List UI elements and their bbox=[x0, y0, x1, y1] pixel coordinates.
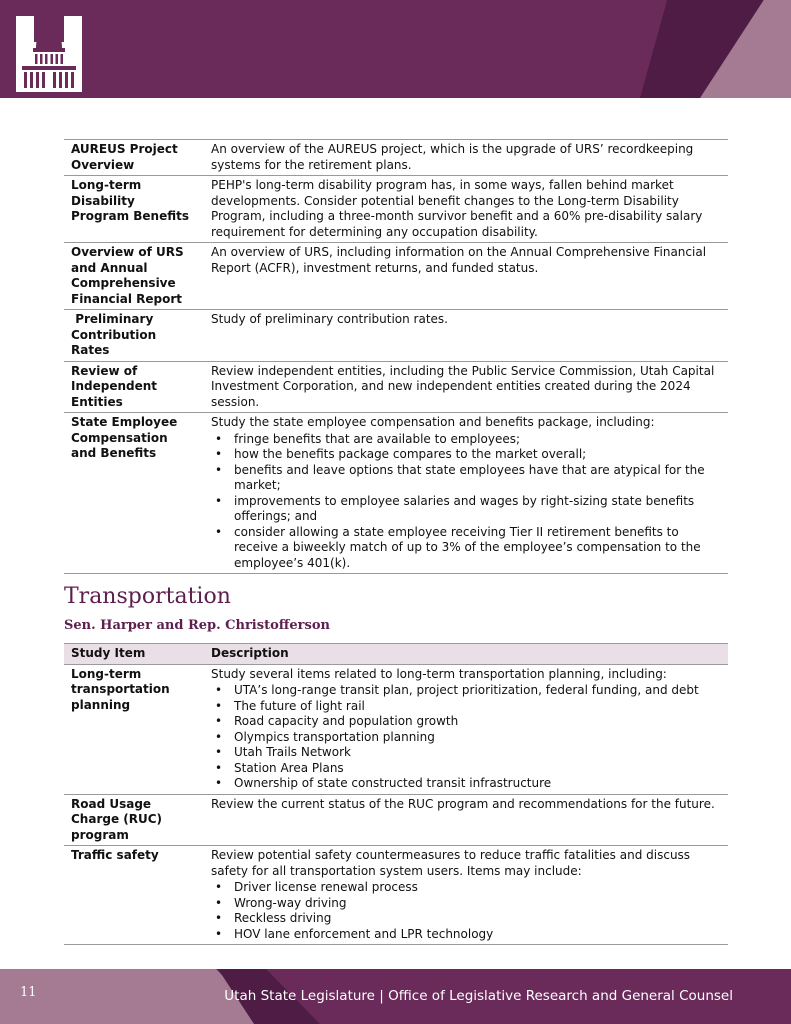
study-description: Review the current status of the RUC program and recommendations for the future. bbox=[204, 794, 728, 846]
study-description: An overview of the AUREUS project, which is the upgrade of URS’ recordkeeping systems for the retirement plans. bbox=[204, 140, 728, 176]
study-item: Review of Independent Entities bbox=[64, 361, 204, 413]
list-item: • Driver license renewal process bbox=[227, 880, 721, 896]
study-description bbox=[204, 413, 728, 574]
footer-band bbox=[0, 969, 791, 1024]
table-row bbox=[64, 140, 728, 176]
study-item: Preliminary Contribution Rates bbox=[64, 310, 204, 362]
list-item: • fringe benefits that are available to employees; bbox=[227, 432, 721, 448]
study-item: Long-term Disability Program Benefits bbox=[64, 176, 204, 243]
list-item: • Station Area Plans bbox=[227, 761, 721, 777]
study-description: Study of preliminary contribution rates. bbox=[204, 310, 728, 362]
list-item: • Olympics transportation planning bbox=[227, 730, 721, 746]
retirement-study-table bbox=[64, 139, 728, 574]
table-row bbox=[64, 794, 728, 846]
study-description: Review independent entities, including the Public Service Commission, Utah Capital Investment Corporation, and new independent entities created during the 2024 session. bbox=[204, 361, 728, 413]
bullet-list bbox=[211, 683, 721, 792]
section-title: Transportation bbox=[64, 584, 231, 609]
list-item: • consider allowing a state employee receiving Tier II retirement benefits to receive a biweekly match of up to 3% of the employee’s compensation to the employee’s 401(k). bbox=[227, 525, 721, 572]
table-row bbox=[64, 243, 728, 310]
transportation-study-table bbox=[64, 643, 728, 945]
study-item: Traffic safety bbox=[64, 846, 204, 945]
bullet-list bbox=[211, 880, 721, 942]
column-header-description: Description bbox=[204, 644, 728, 665]
list-item: • HOV lane enforcement and LPR technology bbox=[227, 927, 721, 943]
footer-text: Utah State Legislature | Office of Legislative Research and General Counsel bbox=[224, 988, 733, 1004]
table-row bbox=[64, 664, 728, 794]
capitol-dome-icon bbox=[14, 14, 84, 94]
study-item: Overview of URS and Annual Comprehensive Financial Report bbox=[64, 243, 204, 310]
list-item: • UTA’s long-range transit plan, project prioritization, federal funding, and debt bbox=[227, 683, 721, 699]
header-band bbox=[0, 0, 791, 98]
study-item: Long-term transportation planning bbox=[64, 664, 204, 794]
table-row bbox=[64, 413, 728, 574]
study-description: PEHP's long-term disability program has, in some ways, fallen behind market developments. Consider potential benefit changes to the Long-term Disability Program, including a three-month survivor benefit and a 60% pre-disability salary requirement for determining any occupation disability. bbox=[204, 176, 728, 243]
section-sponsors: Sen. Harper and Rep. Christofferson bbox=[64, 618, 330, 633]
table-row bbox=[64, 310, 728, 362]
table-row bbox=[64, 846, 728, 945]
study-item: State Employee Compensation and Benefits bbox=[64, 413, 204, 574]
page-number: 11 bbox=[20, 985, 37, 1000]
description-intro: Study the state employee compensation and benefits package, including: bbox=[211, 415, 655, 429]
list-item: • Utah Trails Network bbox=[227, 745, 721, 761]
description-intro: Study several items related to long-term transportation planning, including: bbox=[211, 666, 667, 681]
column-header-item: Study Item bbox=[64, 644, 204, 665]
list-item: • how the benefits package compares to the market overall; bbox=[227, 447, 721, 463]
list-item: • benefits and leave options that state employees have that are atypical for the market; bbox=[227, 463, 721, 494]
study-item: Road Usage Charge (RUC) program bbox=[64, 794, 204, 846]
list-item: • improvements to employee salaries and wages by right-sizing state benefits offerings; and bbox=[227, 494, 721, 525]
list-item: • Ownership of state constructed transit infrastructure bbox=[227, 776, 721, 792]
table-header-row bbox=[64, 644, 728, 665]
transportation-table-wrap bbox=[64, 643, 728, 945]
description-intro: Review potential safety countermeasures to reduce traffic fatalities and discuss safety for all transportation system users. Items may include: bbox=[211, 848, 691, 878]
study-item: AUREUS Project Overview bbox=[64, 140, 204, 176]
study-description bbox=[204, 846, 728, 945]
list-item: • The future of light rail bbox=[227, 699, 721, 715]
study-description bbox=[204, 664, 728, 794]
bullet-list bbox=[211, 432, 721, 572]
list-item: • Wrong-way driving bbox=[227, 896, 721, 912]
table-row bbox=[64, 176, 728, 243]
table-row bbox=[64, 361, 728, 413]
retirement-table-wrap bbox=[64, 139, 728, 574]
study-description: An overview of URS, including information on the Annual Comprehensive Financial Report (ACFR), investment returns, and funded status. bbox=[204, 243, 728, 310]
list-item: • Reckless driving bbox=[227, 911, 721, 927]
list-item: • Road capacity and population growth bbox=[227, 714, 721, 730]
